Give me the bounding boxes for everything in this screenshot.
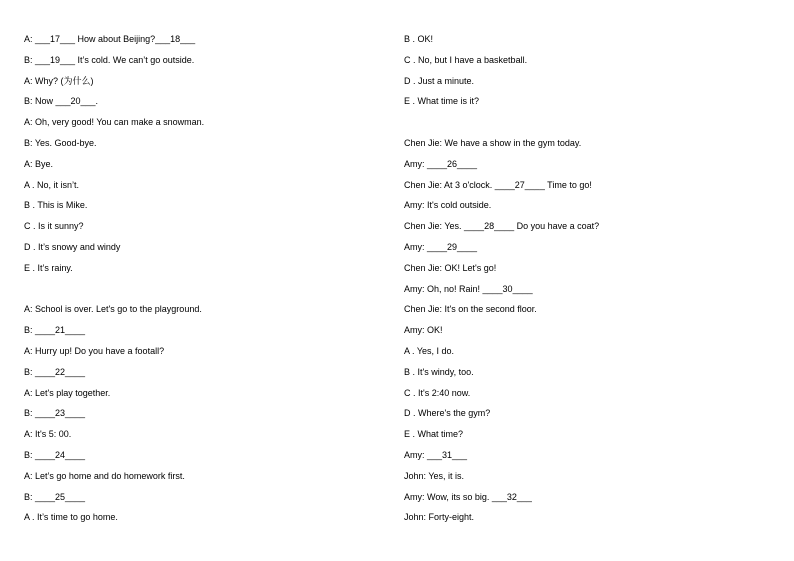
dialogue-line: B: ____23____ xyxy=(24,408,86,419)
dialogue-line: Amy: OK! xyxy=(404,325,443,336)
answer-option: B . OK! xyxy=(404,34,434,44)
answer-option: B . This is Mike. xyxy=(24,200,88,211)
answer-option: C . Is it sunny? xyxy=(24,221,84,232)
dialogue-line: A: Why? (为什么) xyxy=(24,75,94,86)
dialogue-line: Chen Jie: OK! Let's go! xyxy=(404,262,497,273)
dialogue-line: B: ____24____ xyxy=(24,449,86,460)
answer-option: A . It’s time to go home. xyxy=(24,512,118,523)
blank-line xyxy=(404,112,764,133)
answer-option: A . Yes, I do. xyxy=(404,345,455,356)
dialogue-line: A: Let’s go home and do homework first. xyxy=(24,470,185,481)
answer-option: E . What time is it? xyxy=(404,96,480,107)
dialogue-line: Chen Jie: At 3 o'clock. ____27____ Time to go! xyxy=(404,179,592,190)
dialogue-line: A: It's 5: 00. xyxy=(24,429,72,440)
answer-option: C . No, but I have a basketball. xyxy=(404,54,528,65)
left-column xyxy=(24,29,384,528)
dialogue-line: Amy: It's cold outside. xyxy=(404,200,492,211)
dialogue-line: John: Forty-eight. xyxy=(404,512,475,523)
right-column xyxy=(404,29,764,528)
dialogue-line: A: School is over. Let's go to the playground. xyxy=(24,304,202,315)
answer-option: D . Just a minute. xyxy=(404,75,475,86)
dialogue-line: A: Bye. xyxy=(24,158,54,169)
answer-option: A . No, it isn’t. xyxy=(24,179,80,190)
dialogue-line: A: Oh, very good! You can make a snowman. xyxy=(24,117,205,128)
dialogue-line: A: Let's play together. xyxy=(24,387,111,398)
answer-option: D . Where's the gym? xyxy=(404,408,491,419)
dialogue-line: B: ____22____ xyxy=(24,366,86,377)
dialogue-line: Amy: ___31___ xyxy=(404,449,468,460)
dialogue-line: John: Yes, it is. xyxy=(404,470,465,481)
answer-option: E . It’s rainy. xyxy=(24,262,73,273)
blank-line xyxy=(24,279,384,300)
dialogue-line: Amy: ____26____ xyxy=(404,158,478,169)
dialogue-line: Amy: Oh, no! Rain! ____30____ xyxy=(404,283,533,294)
answer-option: B . It's windy, too. xyxy=(404,366,474,377)
dialogue-line: B: Now ___20___. xyxy=(24,96,99,107)
answer-option: E . What time? xyxy=(404,429,464,440)
dialogue-line: Amy: ____29____ xyxy=(404,241,478,252)
answer-option: C . It's 2:40 now. xyxy=(404,387,471,398)
dialogue-line: Amy: Wow, its so big. ___32___ xyxy=(404,491,532,502)
dialogue-line: B: ____25____ xyxy=(24,491,86,502)
dialogue-line: A: ___17___ How about Beijing?___18___ xyxy=(24,34,196,44)
dialogue-line: B: Yes. Good-bye. xyxy=(24,137,97,148)
dialogue-line: A: Hurry up! Do you have a footall? xyxy=(24,345,165,356)
dialogue-line: Chen Jie: Yes. ____28____ Do you have a coat? xyxy=(404,221,600,232)
answer-option: D . It’s snowy and windy xyxy=(24,241,121,252)
dialogue-line: Chen Jie: It's on the second floor. xyxy=(404,304,537,315)
dialogue-line: B: ___19___ It’s cold. We can’t go outside. xyxy=(24,54,195,65)
dialogue-line: B: ____21____ xyxy=(24,325,86,336)
dialogue-line: Chen Jie: We have a show in the gym today. xyxy=(404,137,582,148)
